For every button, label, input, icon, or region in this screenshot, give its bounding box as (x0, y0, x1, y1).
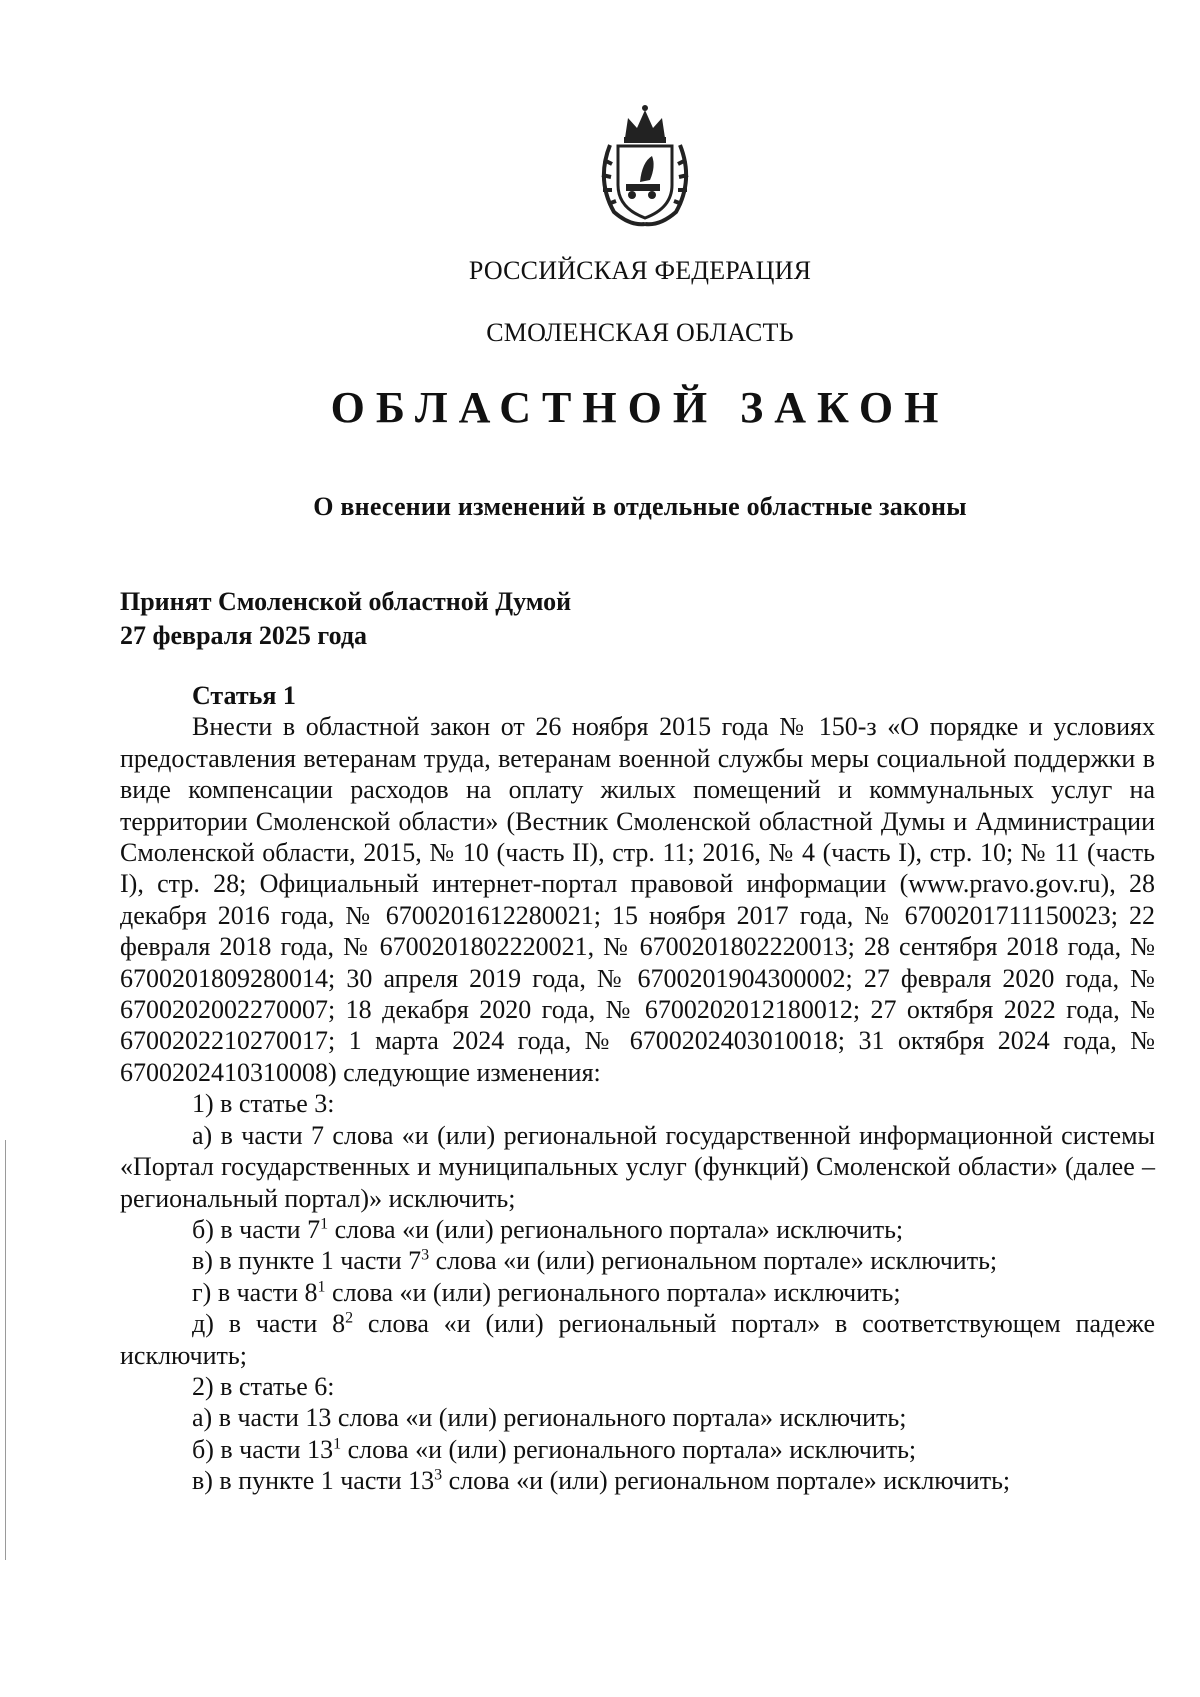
scan-edge-line (5, 1140, 6, 1560)
adoption-date: 27 февраля 2025 года (120, 621, 367, 650)
list-item: г) в части $8^1$ слова «и (или) регионального портала» исключить; (192, 1277, 901, 1307)
country-heading: РОССИЙСКАЯ ФЕДЕРАЦИЯ (468, 256, 812, 285)
article-1 (120, 680, 1155, 1497)
list-item: а) в части 7 слова «и (или) региональной государственной информационной системы «Портал государственных и муниципальных услуг (функций) Смоленской области» (далее – региональный портал)» исключить; (120, 1120, 1155, 1213)
list-item: б) в части $13^1$ слова «и (или) регионального портала» исключить; (192, 1434, 917, 1464)
article-heading: Статья 1 (192, 681, 296, 710)
document-title: О внесении изменений в отдельные областные законы (313, 492, 967, 521)
adoption-body: Принят Смоленской областной Думой (120, 587, 572, 616)
list-item: д) в части $8^2$ слова «и (или) региональный портал» в соответствующем падеже исключить; (120, 1309, 1155, 1370)
list-item: 1) в статье 3: (192, 1089, 335, 1119)
region-heading: СМОЛЕНСКАЯ ОБЛАСТЬ (486, 318, 794, 347)
list-item: в) в пункте 1 части $7^3$ слова «и (или) региональном портале» исключить; (192, 1246, 998, 1276)
smolensk-coat-of-arms-icon (590, 100, 700, 230)
adoption-block (120, 585, 571, 653)
document-type-heading: ОБЛАСТНОЙ ЗАКОН (330, 383, 950, 432)
list-item: в) в пункте 1 части $13^3$ слова «и (или) региональном портале» исключить; (192, 1466, 1011, 1496)
article-intro: Внести в областной закон от 26 ноября 2015 года № 150-з «О порядке и условиях предоставления ветеранам труда, ветеранам военной службы меры социальной поддержки в виде компенсации расходов на оплату жилых помещений и коммунальных услуг на территории Смоленской области» (Вестник Смоленской областной Думы и Администрации Смоленской области, 2015, № 10 (часть II), стр. 11; 2016, № 4 (часть I), стр. 10; № 11 (часть I), стр. 28; Официальный интернет-портал правовой информации (www.pravo.gov.ru), 28 декабря 2016 года, № 6700201612280021; 15 ноября 2017 года, № 6700201711150023; 22 февраля 2018 года, № 6700201802220021, № 6700201802220013; 28 сентября 2018 года, № 6700201809280014; 30 апреля 2019 года, № 6700201904300002; 27 февраля 2020 года, № 6700202002270007; 18 декабря 2020 года, № 6700202012180012; 27 октября 2022 года, № 6700202210270017; 1 марта 2024 года, № 6700202403010018; 31 октября 2024 года, № 6700202410310008) следующие изменения: (120, 712, 1155, 1087)
list-item: б) в части $7^1$ слова «и (или) регионального портала» исключить; (192, 1214, 904, 1244)
list-item: а) в части 13 слова «и (или) регионального портала» исключить; (192, 1403, 907, 1433)
list-item: 2) в статье 6: (192, 1371, 335, 1401)
